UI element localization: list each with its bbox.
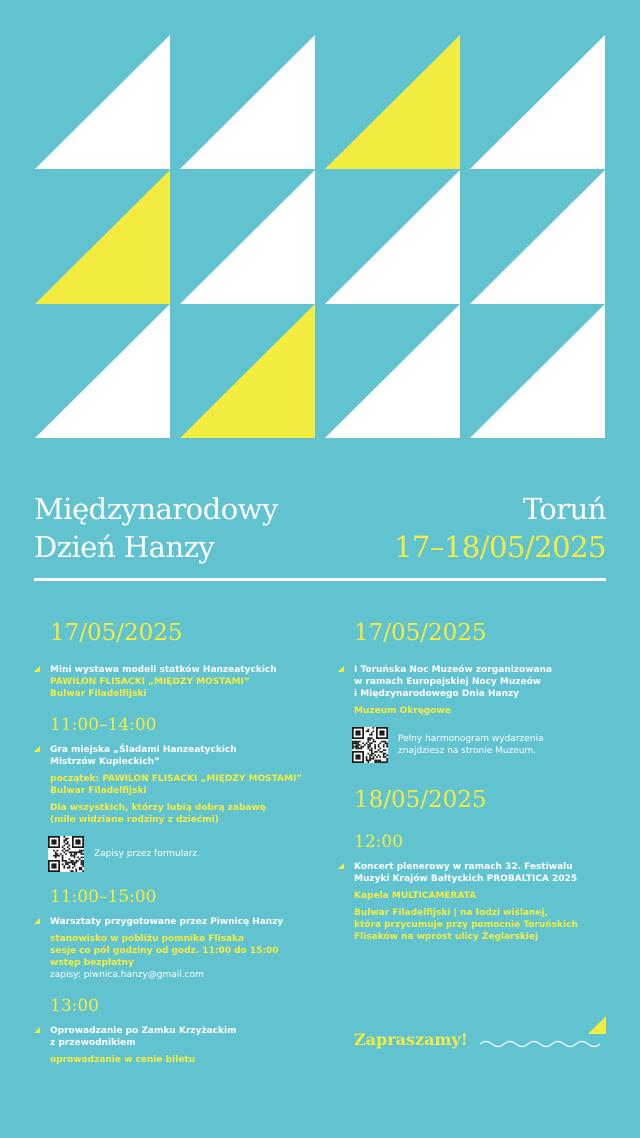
event-item	[34, 916, 314, 981]
event-item	[34, 744, 314, 826]
event-place: PAWILON FLISACKI „MIĘDZY MOSTAMI”	[50, 677, 250, 687]
event-place: początek: PAWILON FLISACKI „MIĘDZY MOSTAMI”	[50, 774, 303, 784]
geometric-triangle-pattern	[0, 0, 640, 450]
event-title	[34, 490, 278, 566]
event-location-dates	[394, 490, 606, 566]
left-column	[34, 618, 314, 1072]
schedule-qr-row	[352, 727, 610, 763]
pattern-triangle	[470, 35, 605, 169]
invitation-footer: Zapraszamy!	[354, 1030, 468, 1049]
event-title: Koncert plenerowy w ramach 32. Festiwalu	[354, 862, 573, 872]
right-column	[338, 618, 610, 949]
event-note: (mile widziane rodziny z dziećmi)	[50, 815, 219, 825]
event-place: Muzeum Okręgowe	[354, 706, 451, 716]
pattern-triangle	[470, 304, 605, 438]
pattern-triangle	[325, 170, 460, 304]
wave-decoration-icon	[480, 1038, 606, 1050]
pattern-triangle	[180, 35, 315, 169]
pattern-triangle	[35, 304, 170, 438]
bullet-triangle-icon	[34, 1027, 40, 1033]
event-detail: sesje co pół godziny od godz. 11:00 do 15:00	[50, 946, 279, 956]
time-heading: 12:00	[354, 832, 403, 852]
signup-email[interactable]: zapisy: piwnica.hanzy@gmail.com	[50, 970, 204, 980]
event-title: Gra miejska „Śladami Hanzeatyckich	[50, 745, 237, 755]
bullet-triangle-icon	[34, 746, 40, 752]
event-item	[34, 664, 314, 700]
qr-caption: Pełny harmonogram wydarzenia znajdziesz na stronie Muzeum.	[398, 734, 544, 756]
qr-code-icon[interactable]	[352, 727, 388, 763]
event-location: która przycumuje przy pomocnie Toruńskich	[354, 920, 578, 930]
event-title: Mistrzów Kupieckich”	[50, 757, 160, 767]
event-item	[338, 664, 610, 717]
event-note: oprowadzanie w cenie biletu	[50, 1055, 196, 1065]
event-location: Bulwar Filadelfijski | na łodzi wiślanej,	[354, 908, 549, 918]
event-address: Bulwar Filadelfijski	[50, 786, 147, 796]
qr-caption: Zapisy przez formularz.	[94, 849, 201, 859]
divider	[34, 578, 606, 581]
time-heading: 13:00	[50, 996, 99, 1016]
event-dates: 17–18/05/2025	[393, 530, 606, 564]
event-detail: wstęp bezpłatny	[50, 958, 134, 968]
time-heading: 11:00–15:00	[50, 887, 157, 907]
bullet-triangle-icon	[34, 666, 40, 672]
bullet-triangle-icon	[338, 863, 344, 869]
time-heading: 11:00–14:00	[50, 715, 157, 735]
event-title: i Międzynarodowego Dnia Hanzy	[354, 689, 520, 699]
pattern-triangle	[180, 304, 315, 438]
corner-triangle-icon	[588, 1016, 606, 1034]
signup-qr-row	[48, 836, 314, 872]
event-location: Flisaków na wprost ulicy Żeglarskiej	[354, 932, 539, 942]
event-note: Dla wszystkich, którzy lubią dobrą zabawę	[50, 803, 266, 813]
qr-code-icon[interactable]	[48, 836, 84, 872]
event-title: Mini wystawa modeli statków Hanzeatyckich	[50, 665, 277, 675]
event-title: I Toruńska Noc Muzeów zorganizowana	[354, 665, 553, 675]
date-heading: 18/05/2025	[354, 787, 487, 813]
bullet-triangle-icon	[34, 918, 40, 924]
event-title: z przewodnikiem	[50, 1038, 136, 1048]
event-title: Oprowadzanie po Zamku Krzyżackim	[50, 1026, 237, 1036]
date-heading: 17/05/2025	[50, 620, 183, 646]
event-title: Warsztaty przygotowane przez Piwnicę Hanzy	[50, 917, 284, 927]
title-line-2: Dzień Hanzy	[34, 530, 215, 564]
pattern-triangle	[325, 304, 460, 438]
pattern-triangle	[35, 35, 170, 169]
pattern-triangle	[180, 170, 315, 304]
date-heading: 17/05/2025	[354, 620, 487, 646]
event-address: Bulwar Filadelfijski	[50, 689, 147, 699]
pattern-triangle	[325, 35, 460, 169]
bullet-triangle-icon	[338, 666, 344, 672]
event-performer: Kapela MULTICAMERATA	[354, 891, 477, 901]
event-title: Muzyki Krajów Bałtyckich PROBALTICA 2025	[354, 874, 578, 884]
pattern-triangle	[35, 170, 170, 304]
event-item	[338, 861, 610, 943]
event-detail: stanowisko w pobliżu pomnika Flisaka	[50, 934, 245, 944]
title-line-1: Międzynarodowy	[34, 492, 278, 526]
city-name: Toruń	[522, 492, 606, 526]
event-item	[34, 1025, 314, 1066]
pattern-triangle	[470, 170, 605, 304]
event-title: w ramach Europejskiej Nocy Muzeów	[354, 677, 542, 687]
